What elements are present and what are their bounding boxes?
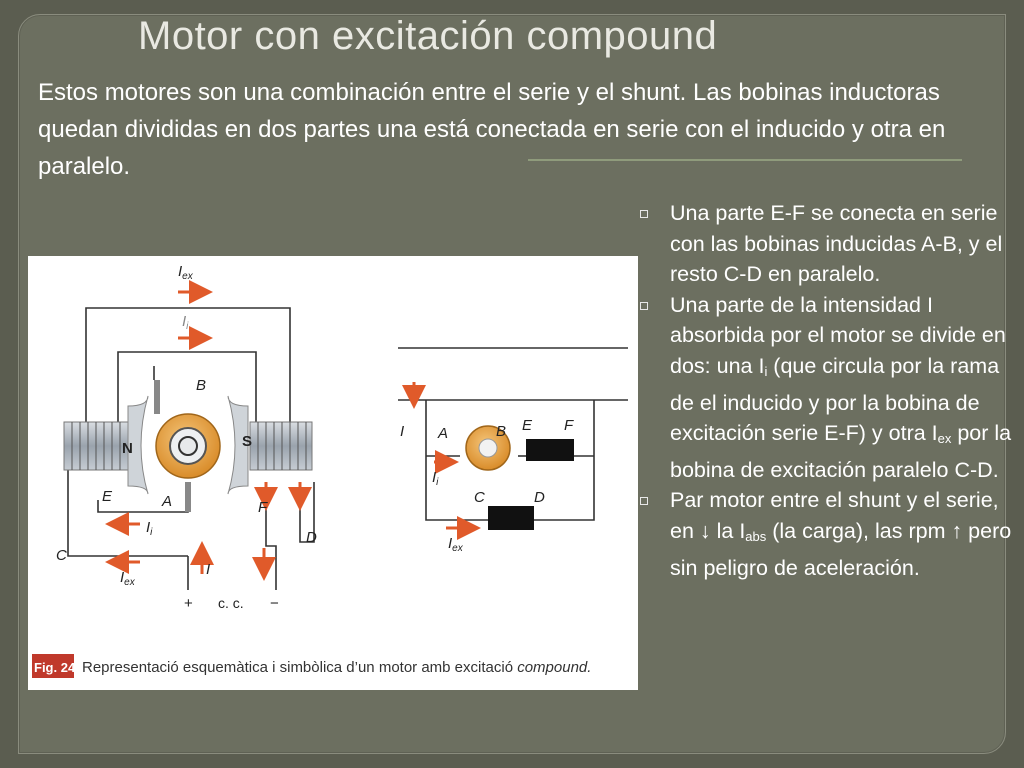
label-B: B (196, 377, 207, 394)
label-E: E (102, 488, 113, 505)
label-ii-bottom: $I_i$ (146, 519, 153, 538)
label-iex: $I_{ex}$ (178, 263, 193, 282)
figure-tag-text: Fig. 24 (34, 660, 76, 675)
bullet-item: Una parte E-F se conecta en serie con las bobinas inducidas A-B, y el resto C-D en paralelo. (636, 198, 1016, 290)
label-ii: $I_i$ (182, 313, 189, 332)
shunt-coil-CD (488, 506, 534, 530)
label-D: D (306, 529, 317, 546)
label-C: C (56, 547, 67, 564)
divider-line (528, 159, 962, 161)
label-A-right: A (438, 425, 449, 442)
label-iex-bottom: $I_{ex}$ (120, 569, 135, 588)
label-cc: c. c. (218, 595, 244, 611)
label-i-right: I (400, 423, 405, 440)
label-plus: + (184, 595, 193, 612)
label-D-right: D (534, 489, 545, 506)
square-bullet-icon (640, 302, 648, 310)
symbolic-circuit (398, 348, 628, 520)
series-coil-EF (526, 439, 574, 461)
label-C-right: C (474, 489, 485, 506)
label-F-right: F (564, 417, 574, 434)
motor-diagram-figure (28, 256, 638, 690)
label-F: F (258, 499, 268, 516)
label-A: A (162, 493, 173, 510)
label-B-right: B (496, 423, 507, 440)
label-minus: − (270, 595, 279, 612)
square-bullet-icon (640, 210, 648, 218)
label-E-right: E (522, 417, 533, 434)
bullet-item: Par motor entre el shunt y el serie, en ↓ la $I_{abs}$ (la carga), las rpm ↑ pero sin peligro de aceleración. (636, 485, 1016, 583)
slide-title: Motor con excitación compound (138, 14, 718, 58)
label-S: S (242, 433, 253, 450)
bullet-list (636, 198, 1016, 583)
label-N: N (122, 440, 133, 457)
intro-paragraph: Estos motores son una combinación entre el serie y el shunt. Las bobinas inductoras quedan divididas en dos partes una está conectada en serie con el inducido y otra en paralelo. (38, 79, 946, 180)
bullet-item: Una parte de la intensidad I absorbida por el motor se divide en dos: una $I_i$ (que circula por la rama de el inducido y por la bobina de excitación serie E-F) y otra $I_{ex}$ por la bobina de excitación paralelo C-D. (636, 290, 1016, 486)
square-bullet-icon (640, 497, 648, 505)
label-iex-right: $I_{ex}$ (448, 535, 463, 554)
label-ii-right: $I_i$ (432, 469, 439, 488)
label-i: I (206, 561, 211, 578)
figure-caption: Representació esquemàtica i simbòlica d’un motor amb excitació compound. (82, 659, 592, 676)
